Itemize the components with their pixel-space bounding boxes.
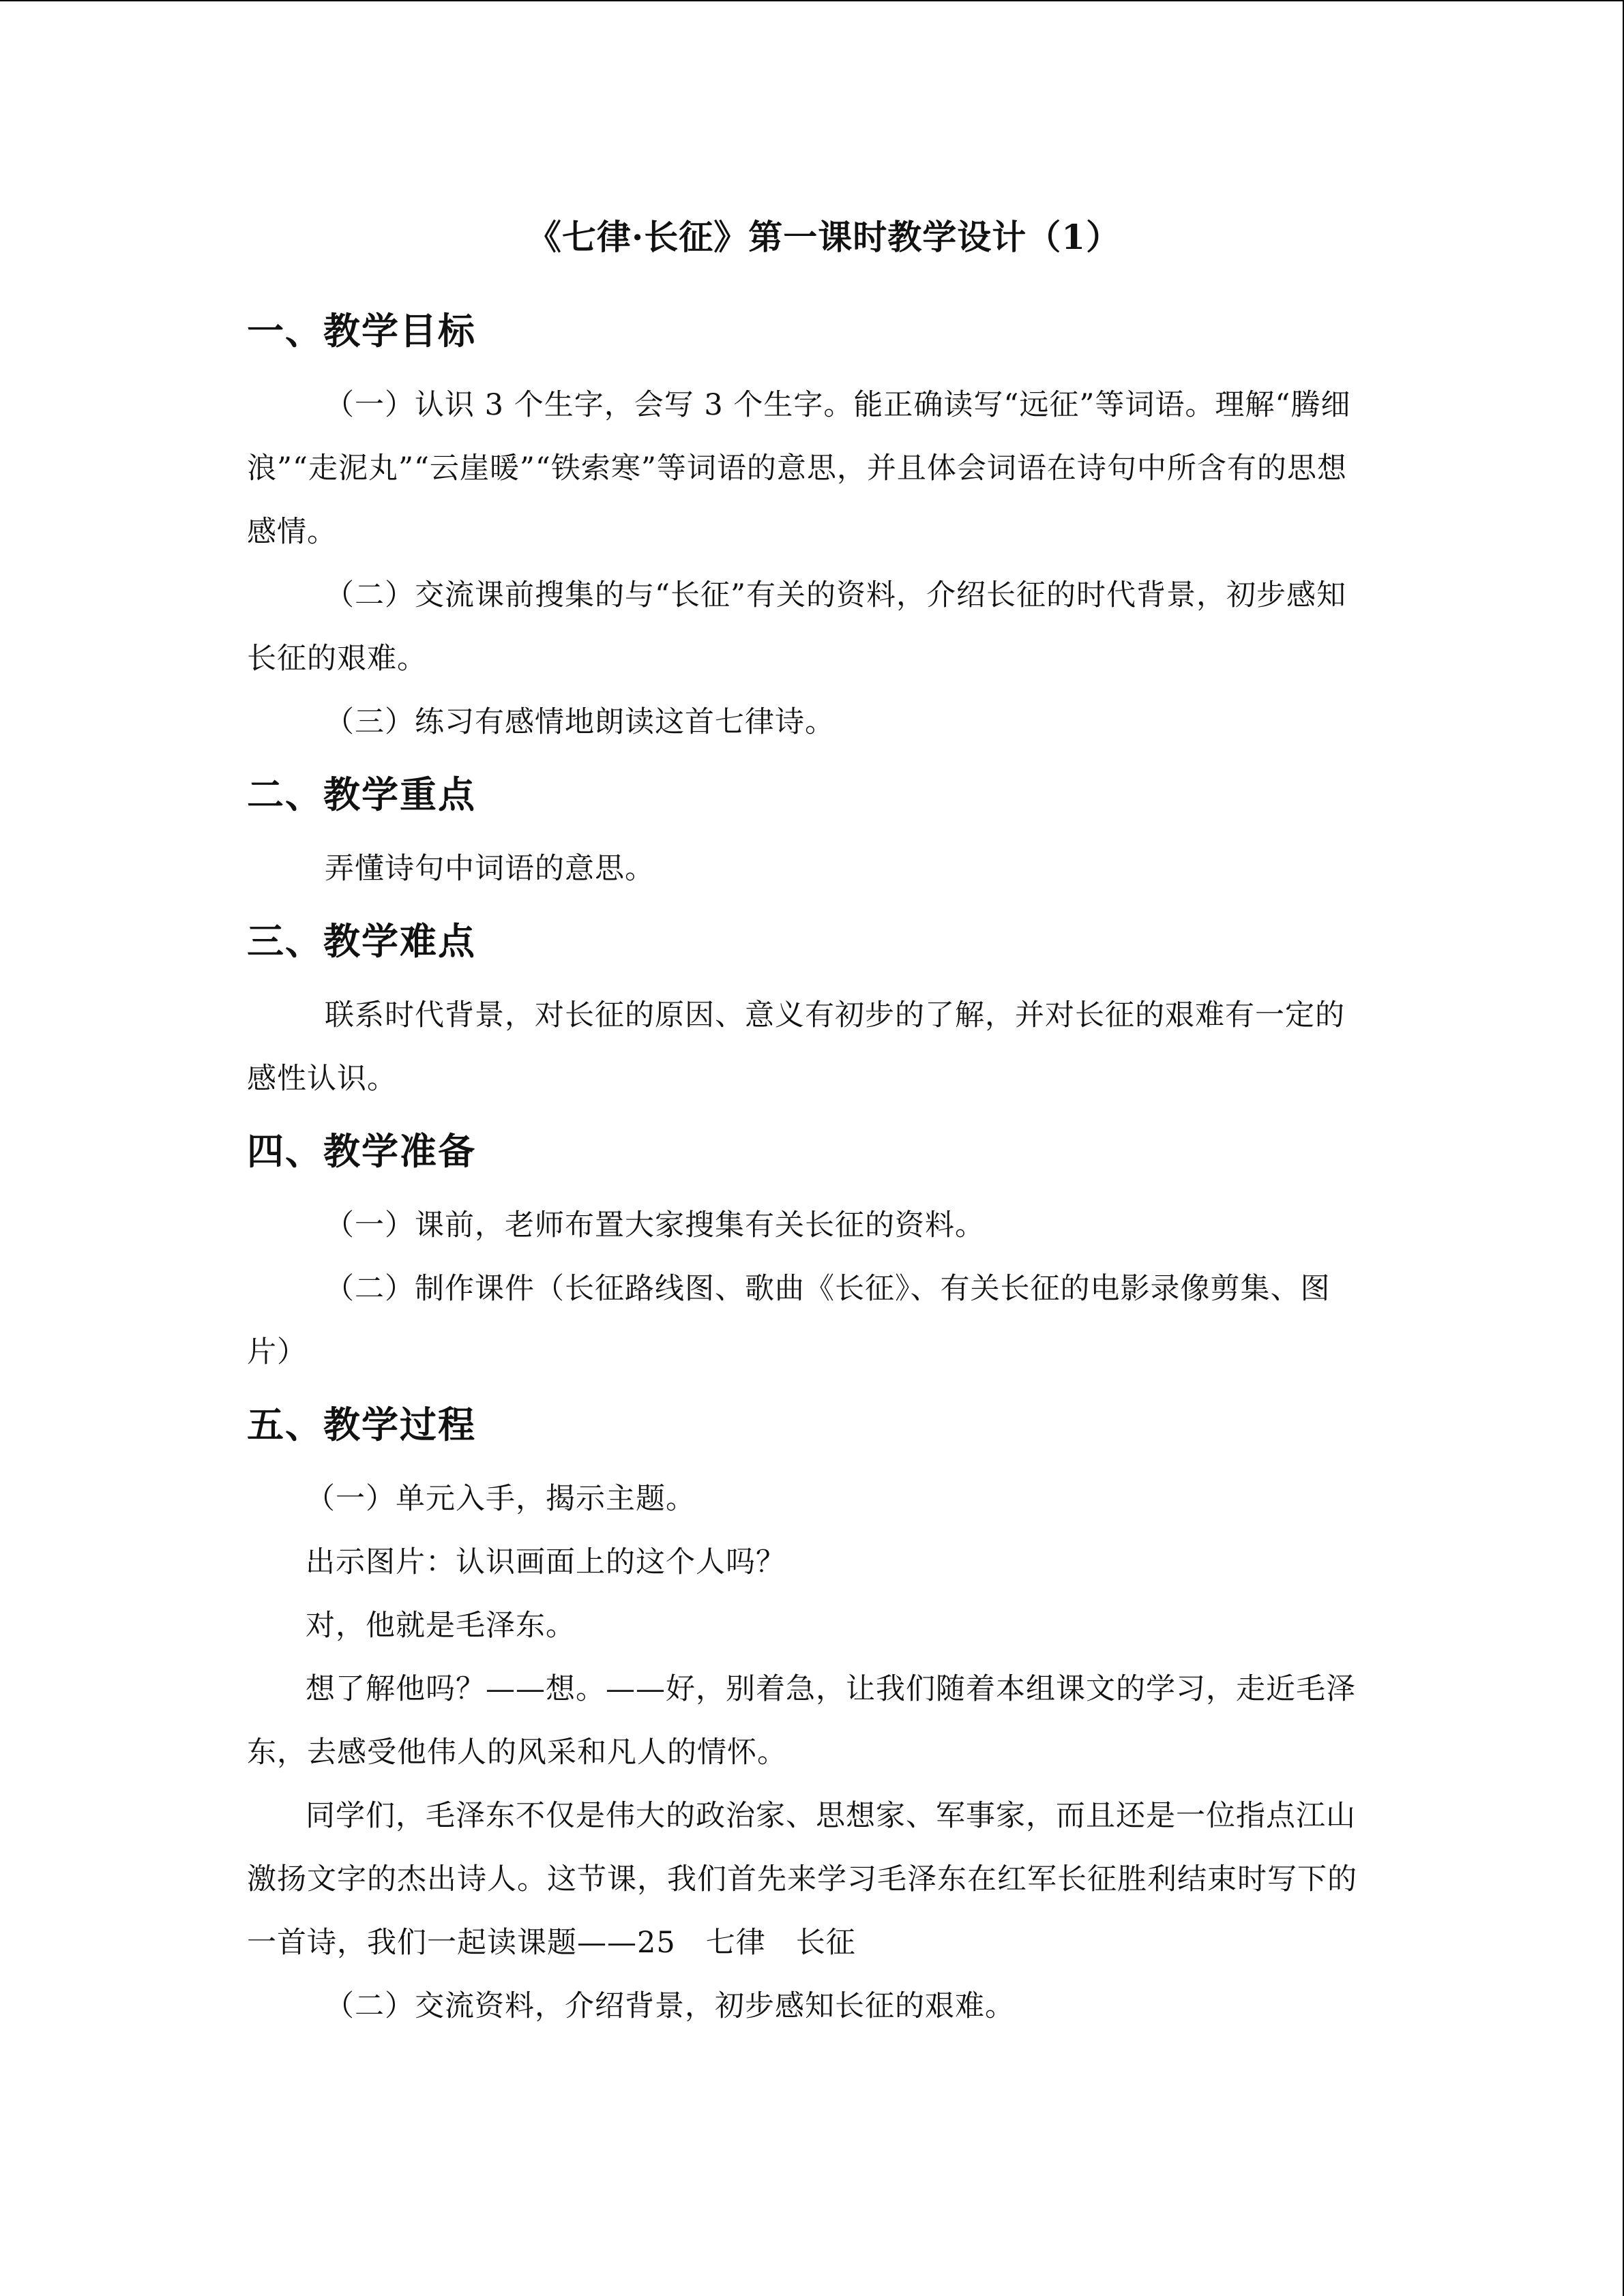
paragraph: （二）交流资料，介绍背景，初步感知长征的艰难。 [325,1989,1015,2023]
paragraph: 同学们，毛泽东不仅是伟大的政治家、思想家、军事家，而且还是一位指点江山激扬文字的杰出诗人。这节课，我们首先来学习毛泽东在红军长征胜利结束时写下的一首诗，我们一起读课题——25 七律 长征 [247,1799,1357,1960]
paragraph: 弄懂诗句中词语的意思。 [325,852,655,886]
paragraph: （一）认识 3 个生字，会写 3 个生字。能正确读写“远征”等词语。理解“腾细浪”“走泥丸”“云崖暖”“铁索寒”等词语的意思，并且体会词语在诗句中所含有的思想感情。 [247,388,1351,549]
section-heading: 三、教学难点 [247,919,476,963]
paragraph: （三）练习有感情地朗读这首七律诗。 [325,705,835,739]
document-body [247,205,1374,2038]
section-preparation [247,1120,1374,1384]
section-heading: 二、教学重点 [247,773,476,816]
section-teaching-goals [247,300,1374,754]
section-heading: 五、教学过程 [247,1403,476,1446]
paragraph: （二）交流课前搜集的与“长征”有关的资料，介绍长征的时代背景，初步感知长征的艰难。 [247,578,1346,676]
paragraph: 联系时代背景，对长征的原因、意义有初步的了解，并对长征的艰难有一定的感性认识。 [247,998,1345,1096]
paragraph: （一）单元入手，揭示主题。 [306,1482,696,1516]
paragraph: （一）课前，老师布置大家搜集有关长征的资料。 [325,1208,985,1242]
paragraph: 出示图片：认识画面上的这个人吗？ [306,1545,786,1579]
section-difficulties [247,910,1374,1111]
section-key-points [247,764,1374,901]
section-process [247,1394,1374,2038]
paragraph: 想了解他吗？——想。——好，别着急，让我们随着本组课文的学习，走近毛泽东，去感受他伟人的风采和凡人的情怀。 [247,1672,1356,1770]
section-heading: 四、教学准备 [247,1129,476,1173]
page-title: 《七律·长征》第一课时教学设计（1） [527,217,1121,257]
section-heading: 一、教学目标 [247,309,476,353]
paragraph: 对，他就是毛泽东。 [306,1609,576,1643]
paragraph: （二）制作课件（长征路线图、歌曲《长征》、有关长征的电影录像剪集、图片） [247,1272,1331,1369]
